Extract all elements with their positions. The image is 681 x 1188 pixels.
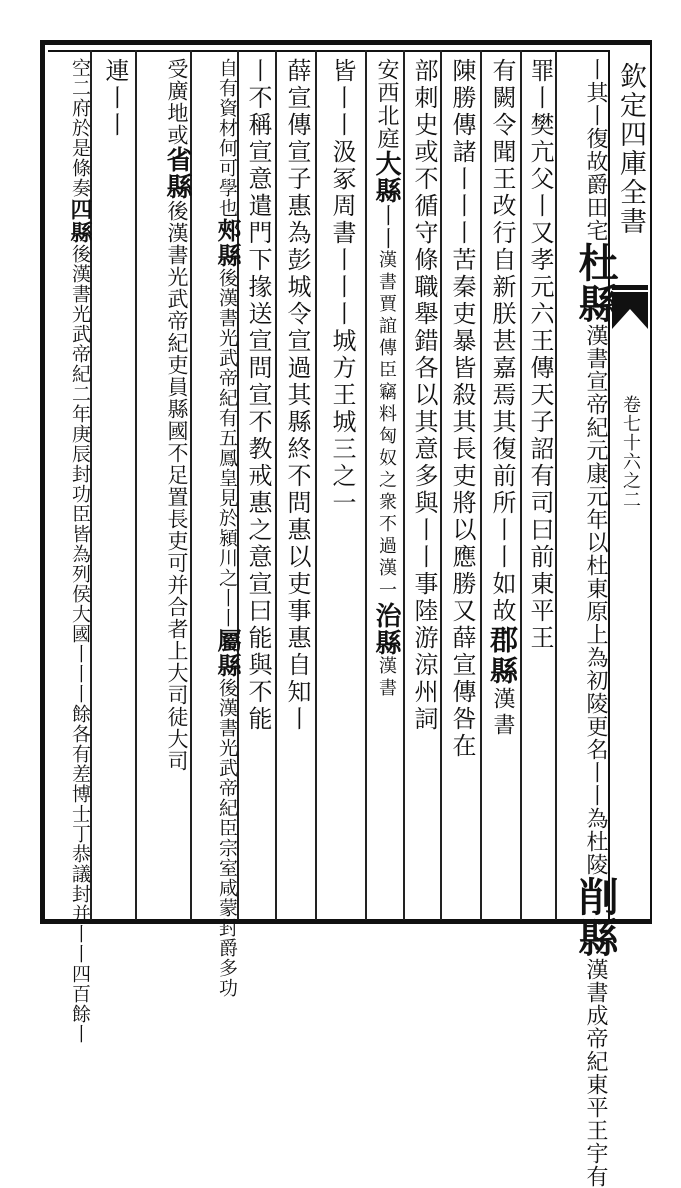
heading-word: 治縣 xyxy=(371,602,401,656)
text-column-2 xyxy=(522,58,558,918)
text-column-3 xyxy=(483,58,521,918)
text-run: 漢書成帝紀 xyxy=(583,958,608,1073)
text-run: 連丨丨 xyxy=(101,58,129,139)
text-column-11 xyxy=(138,58,190,918)
text-run: 後漢書光武帝紀 xyxy=(165,200,189,354)
text-run: 汲冢周書丨丨丨城方王城三之一 xyxy=(328,139,356,517)
heading-word: 郡縣 xyxy=(486,625,519,687)
text-run: 受廣地或 xyxy=(165,58,189,146)
text-run: 皆丨丨 xyxy=(328,58,356,139)
text-run: 後漢書光武帝紀二年庚辰封功臣皆為 xyxy=(69,244,91,564)
frame-inner-rule xyxy=(48,50,608,52)
heading-word: 省縣 xyxy=(162,146,192,200)
text-run: 後漢書光武帝紀 xyxy=(216,678,238,818)
text-column-8 xyxy=(278,58,316,918)
text-column-5 xyxy=(406,58,442,918)
header-title: 欽定四庫全書 xyxy=(615,62,646,236)
banderole-divider xyxy=(608,50,610,920)
text-run: 有闕令聞王改行自新朕甚嘉焉其復前所丨丨如故 xyxy=(488,58,516,625)
frame-right-border xyxy=(650,40,652,924)
text-column-12 xyxy=(93,58,137,918)
text-run: 安西北庭 xyxy=(374,58,399,150)
text-column-13 xyxy=(48,58,93,1044)
text-run: 丨其丨復 xyxy=(583,58,608,150)
text-column-9 xyxy=(240,58,276,918)
text-run: 吏員縣國不足置長吏可并合者上大司徒大司 xyxy=(165,354,189,772)
heading-word: 大縣 xyxy=(371,150,401,204)
text-run: 後漢書光武帝紀有五 xyxy=(216,268,238,448)
heading-word: 四縣 xyxy=(67,198,93,244)
text-column-7 xyxy=(318,58,366,918)
text-run: 漢書賈誼傳臣竊料匈奴之衆不過漢一 xyxy=(376,250,397,602)
heading-word: 杜縣 xyxy=(572,242,619,324)
frame-left-border xyxy=(40,40,45,924)
volume-label: 卷七十六之二 xyxy=(620,395,641,509)
text-run: 書 xyxy=(490,713,515,739)
frame-top-border xyxy=(40,40,650,45)
text-run: 部刺史或不循守條職舉錯各以其意多與丨丨事陸游涼州詞 xyxy=(410,58,438,733)
text-run: 故爵田宅 xyxy=(583,150,608,242)
text-run: 并丨丨四百餘丨 xyxy=(69,904,91,1044)
text-run: 漢書宣帝紀元康元年以杜東 xyxy=(583,324,608,600)
text-run: 漢 xyxy=(490,687,515,713)
text-run: 空二府於是條奏 xyxy=(69,58,91,198)
text-run: 陳勝傳諸丨丨丨苦秦吏暴皆殺其長吏將以應勝又薛宣傳咎在 xyxy=(448,58,476,760)
text-run: 列侯大國丨丨丨餘各有差博士丁恭議封 xyxy=(69,564,91,904)
heading-word: 郟縣 xyxy=(213,218,242,268)
text-run: 功 xyxy=(216,978,238,998)
text-run: 原上為初陵更名丨丨為杜陵 xyxy=(583,600,608,876)
text-run: 罪丨樊亢父丨又孝元六王傳天子詔有司曰前東平王 xyxy=(526,58,554,652)
text-run: 丨不稱宣意遣門下掾送宣問宣不教戒惠之意宣曰能與不能 xyxy=(244,58,272,733)
text-run: 東平王宇有 xyxy=(583,1073,608,1188)
text-run: 鳳皇見於潁川之丨丨 xyxy=(216,448,238,628)
text-column-4 xyxy=(443,58,481,918)
text-run: 丨丨 xyxy=(374,204,399,250)
heading-word: 屬縣 xyxy=(213,628,242,678)
text-run: 薛宣傳宣子惠為彭城令宣過其縣終不問惠以吏事惠自知丨 xyxy=(283,58,311,733)
heading-word: 削縣 xyxy=(572,876,619,958)
text-run: 漢書 xyxy=(376,656,397,700)
text-column-10 xyxy=(193,58,242,998)
frame-bottom-border xyxy=(40,919,650,924)
text-run: 自有資材何可學也 xyxy=(216,58,238,218)
text-column-1 xyxy=(558,58,619,1188)
text-column-6 xyxy=(368,58,404,918)
text-run: 臣宗室咸蒙封爵多 xyxy=(216,818,238,978)
